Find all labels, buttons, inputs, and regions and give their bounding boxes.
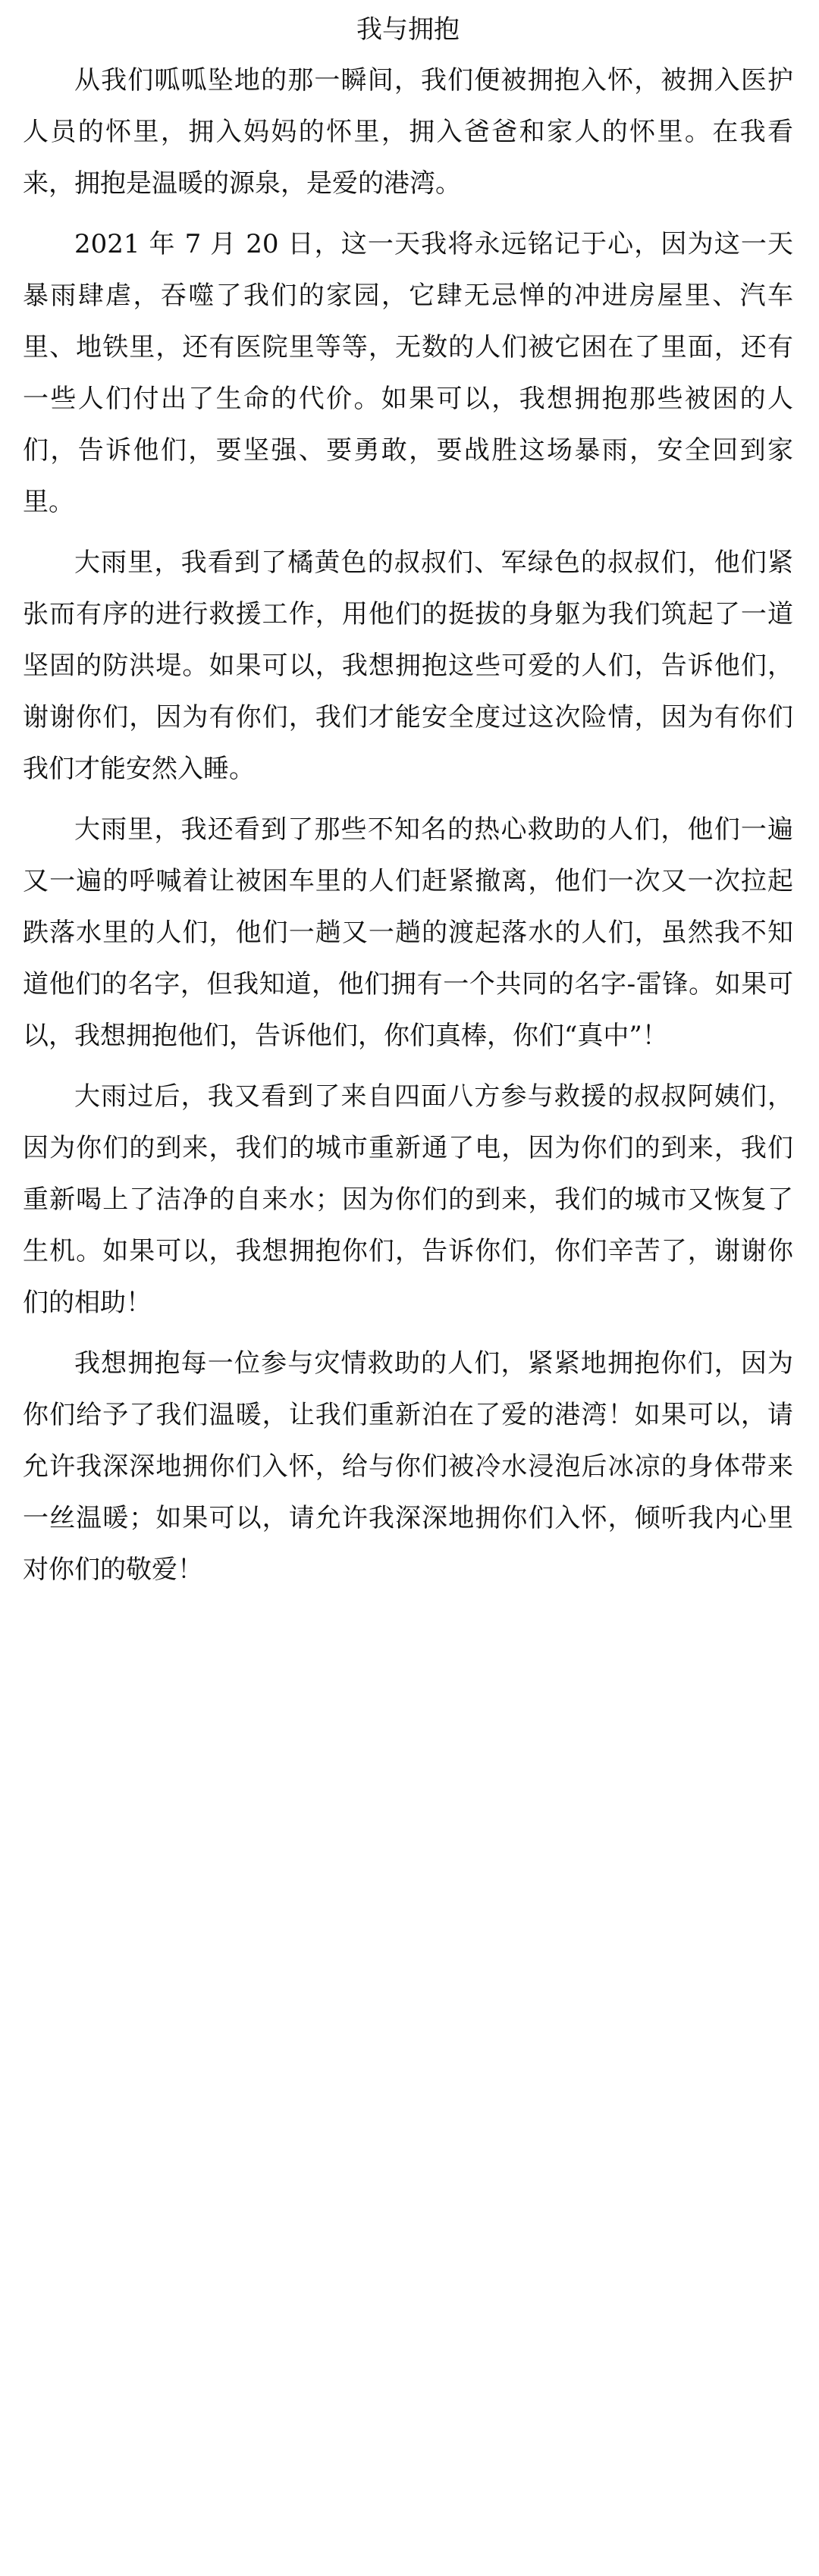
paragraph-3: 大雨里，我看到了橘黄色的叔叔们、军绿色的叔叔们，他们紧张而有序的进行救援工作，用他们的挺拔的身躯为我们筑起了一道坚固的防洪堤。如果可以，我想拥抱这些可爱的人们，告诉他们，谢谢你们，因为有你们，我们才能安全度过这次险情，因为有你们我们才能安然入睡。 xyxy=(23,548,793,784)
article-title: 我与拥抱 xyxy=(356,14,460,45)
paragraph-5: 大雨过后，我又看到了来自四面八方参与救援的叔叔阿姨们，因为你们的到来，我们的城市重新通了电，因为你们的到来，我们重新喝上了洁净的自来水；因为你们的到来，我们的城市又恢复了生机。如果可以，我想拥抱你们，告诉你们，你们辛苦了，谢谢你们的相助！ xyxy=(23,1081,793,1318)
paragraph-4: 大雨里，我还看到了那些不知名的热心救助的人们，他们一遍又一遍的呼喊着让被困车里的人们赶紧撤离，他们一次又一次拉起跌落水里的人们，他们一趟又一趟的渡起落水的人们，虽然我不知道他们的名字，但我知道，他们拥有一个共同的名字-雷锋。如果可以，我想拥抱他们，告诉他们，你们真棒，你们“真中”！ xyxy=(23,814,793,1051)
paragraph-2: 2021 年 7 月 20 日，这一天我将永远铭记于心，因为这一天暴雨肆虐，吞噬了我们的家园，它肆无忌惮的冲进房屋里、汽车里、地铁里，还有医院里等等，无数的人们被它困在了里面，还有一些人们付出了生命的代价。如果可以，我想拥抱那些被困的人们，告诉他们，要坚强、要勇敢，要战胜这场暴雨，安全回到家里。 xyxy=(23,229,793,517)
paragraph-1: 从我们呱呱坠地的那一瞬间，我们便被拥抱入怀，被拥入医护人员的怀里，拥入妈妈的怀里，拥入爸爸和家人的怀里。在我看来，拥抱是温暖的源泉，是爱的港湾。 xyxy=(23,65,793,199)
paragraph-6: 我想拥抱每一位参与灾情救助的人们，紧紧地拥抱你们，因为你们给予了我们温暖，让我们重新泊在了爱的港湾！如果可以，请允许我深深地拥你们入怀，给与你们被冷水浸泡后冰凉的身体带来一丝温暖；如果可以，请允许我深深地拥你们入怀，倾听我内心里对你们的敬爱！ xyxy=(23,1348,793,1585)
